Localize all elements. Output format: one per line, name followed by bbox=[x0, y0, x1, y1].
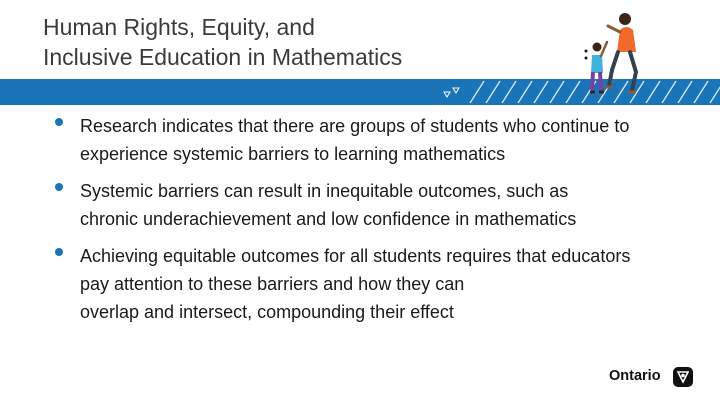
bullet-line: overlap and intersect, compounding their effect bbox=[80, 302, 454, 322]
bullet-item bbox=[55, 177, 705, 233]
bullet-dot bbox=[55, 118, 63, 126]
bullet-list bbox=[55, 112, 705, 335]
bullet-line: pay attention to these barriers and how they can bbox=[80, 274, 465, 294]
trillium-icon bbox=[672, 366, 694, 388]
bullet-item bbox=[55, 112, 705, 168]
high-five-illustration bbox=[570, 8, 660, 100]
bullet-text bbox=[80, 177, 705, 233]
bullet-text bbox=[80, 242, 705, 326]
bullet-line: Achieving equitable outcomes for all students requires that educators bbox=[80, 246, 631, 266]
title-line-2: Inclusive Education in Mathematics bbox=[43, 44, 403, 70]
bullet-line: chronic underachievement and low confidence in mathematics bbox=[80, 209, 577, 229]
bullet-line: Research indicates that there are groups of students who continue to bbox=[80, 116, 630, 136]
title-line-1: Human Rights, Equity, and bbox=[43, 14, 315, 40]
bullet-dot bbox=[55, 248, 63, 256]
slide-title bbox=[43, 12, 483, 72]
logo-wordmark: Ontario bbox=[609, 368, 661, 384]
bullet-item bbox=[55, 242, 705, 326]
bullet-dot bbox=[55, 183, 63, 191]
bullet-text bbox=[80, 112, 705, 168]
bullet-line: experience systemic barriers to learning mathematics bbox=[80, 144, 506, 164]
bullet-line: Systemic barriers can result in inequitable outcomes, such as bbox=[80, 181, 569, 201]
